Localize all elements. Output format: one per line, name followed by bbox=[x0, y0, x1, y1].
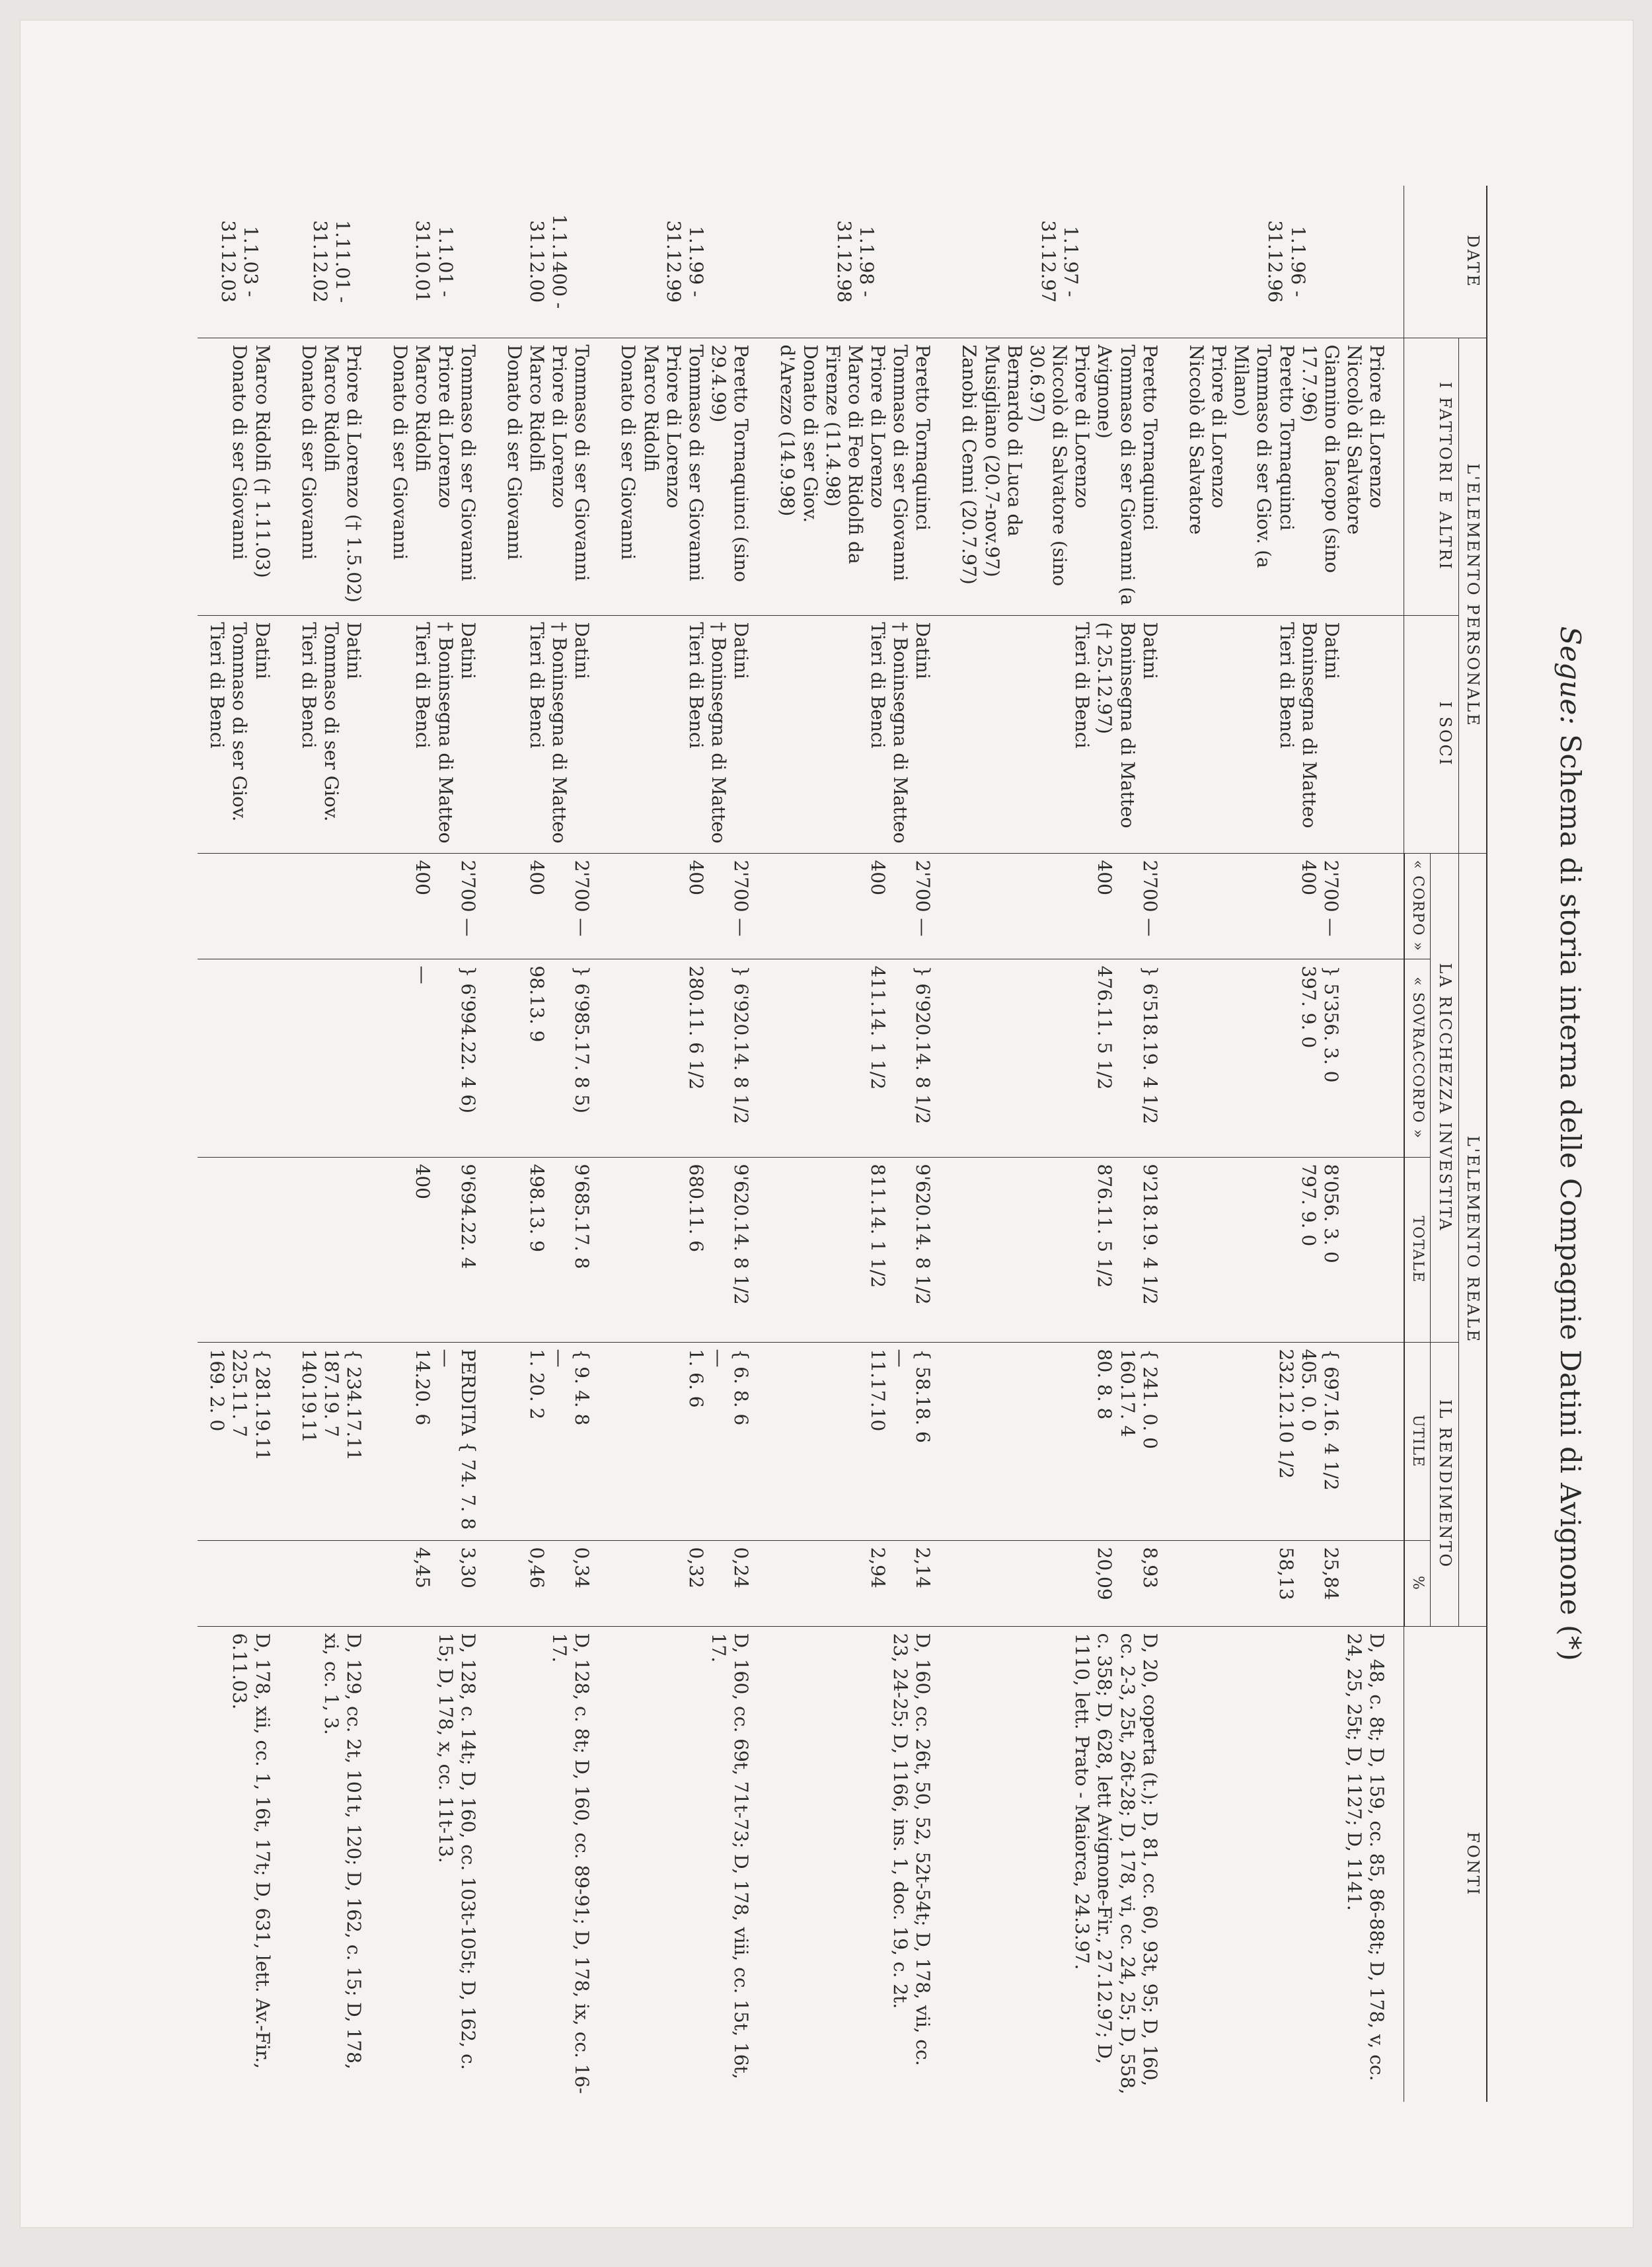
row-sovraccorpo: } 6'994.22. 4 6) — bbox=[381, 959, 495, 1157]
header-soci: I SOCI bbox=[1404, 615, 1459, 853]
row-soci: Datini † Boninsegna di Matteo Tieri di Benci bbox=[609, 615, 768, 853]
header-personale: L'ELEMENTO PERSONALE bbox=[1458, 338, 1487, 853]
row-fattori: Priore di Lorenzo Niccolò di Salvatore Giannino di Iacopo (sino 17.7.96) Peretto Tornaquinci Tommaso di ser Giov. (a Milano) Priore di Lorenzo Niccolò di Salvatore bbox=[1177, 338, 1404, 615]
document-content bbox=[166, 186, 1587, 2102]
row-soci: Datini † Boninsegna di Matteo Tieri di Benci bbox=[768, 615, 950, 853]
row-fonti: D, 129, cc. 2t, 101t, 120; D, 162, c. 15; D, 178, xi, cc. 1, 3. bbox=[320, 1633, 365, 2069]
header-percent: % bbox=[1404, 1540, 1431, 1626]
row-utile: { 697.16. 4 1/2 405. 0. 0 232.12.10 1/2 bbox=[1177, 1342, 1404, 1540]
row-percent: 0,24 0,32 bbox=[609, 1540, 768, 1626]
row-sovraccorpo bbox=[198, 959, 289, 1157]
row-sovraccorpo: } 6'985.17. 8 5) 98.13. 9 bbox=[495, 959, 609, 1157]
header-corpo: « CORPO » bbox=[1404, 853, 1431, 959]
row-corpo: 2'700 — 400 bbox=[1177, 853, 1404, 959]
row-fattori: Tommaso di ser Giovanni Priore di Lorenzo Marco Ridolfi Donato di ser Giovanni bbox=[381, 338, 495, 615]
header-fattori: I FATTORI E ALTRI bbox=[1404, 338, 1459, 615]
table-row bbox=[609, 186, 768, 2102]
row-fattori: Tommaso di ser Giovanni Priore di Lorenzo Marco Ridolfi Donato di ser Giovanni bbox=[495, 338, 609, 615]
row-date: 1.1.98 - 31.12.98 bbox=[768, 186, 950, 338]
row-percent: 3,30 4,45 bbox=[381, 1540, 495, 1626]
row-date: 1.1.1400 - 31.12.00 bbox=[495, 186, 609, 338]
title-text: Schema di storia interna delle Compagnie Datini di Avignone (*) bbox=[1554, 734, 1587, 1662]
row-corpo bbox=[198, 853, 289, 959]
header-rendimento: IL RENDIMENTO bbox=[1431, 1342, 1458, 1626]
header-utile: UTILE bbox=[1404, 1342, 1431, 1540]
row-totale: 9'685.17. 8 498.13. 9 bbox=[495, 1157, 609, 1342]
row-utile: { 58.18. 6 — 11.17.10 bbox=[768, 1342, 950, 1540]
row-fonti: D, 178, xii, cc. 1, 16t, 17t; D, 631, lett. Av.-Fir., 6.11.03. bbox=[229, 1633, 274, 2069]
row-corpo: 2'700 — 400 bbox=[950, 853, 1176, 959]
row-date: 1.1.01 - 31.10.01 bbox=[381, 186, 495, 338]
row-percent: 0,34 0,46 bbox=[495, 1540, 609, 1626]
row-soci: Datini † Boninsegna di Matteo Tieri di Benci bbox=[381, 615, 495, 853]
row-fonti: D, 20, coperta (t.); D, 81, cc. 60, 93t, 95; D, 160, cc. 2-3, 25t, 26t-28; D, 178, vi, cc. 24, 25; D, 558, c. 358; D, 628, lett Avignone-Fir., 27.12.97; D, 1110, lett. Prato - Maiorca, 24.3.97. bbox=[1071, 1633, 1161, 2095]
row-percent: 25,84 58,13 bbox=[1177, 1540, 1404, 1626]
table-row bbox=[289, 186, 381, 2102]
row-totale bbox=[198, 1157, 289, 1342]
table-row bbox=[950, 186, 1176, 2102]
row-utile: { 281.19.11 225.11. 7 169. 2. 0 bbox=[198, 1342, 289, 1540]
header-totale: TOTALE bbox=[1404, 1157, 1431, 1342]
row-totale: 8'056. 3. 0 797. 9. 0 bbox=[1177, 1157, 1404, 1342]
row-fattori: Peretto Tornaquinci Tommaso di ser Giovanni Priore di Lorenzo Marco di Feo Ridolfi da Firenze (11.4.98) Donato di ser Giov. d'Arezzo (14.9.98) bbox=[768, 338, 950, 615]
row-fonti: D, 48, c. 8t; D, 159, cc. 85, 86-88t; D, 178, v, cc. 24, 25, 25t; D, 1127; D, 1141. bbox=[1343, 1633, 1388, 2081]
row-utile: PERDITA { 74. 7. 8 — 14.20. 6 bbox=[381, 1342, 495, 1540]
row-soci: Datini Boninsegna di Matteo Tieri di Benci bbox=[1177, 615, 1404, 853]
row-corpo bbox=[289, 853, 381, 959]
row-sovraccorpo: } 6'518.19. 4 1/2 476.11. 5 1/2 bbox=[950, 959, 1176, 1157]
header-reale: L'ELEMENTO REALE bbox=[1458, 853, 1487, 1626]
row-soci: Datini Boninsegna di Matteo († 25.12.97) Tieri di Benci bbox=[950, 615, 1176, 853]
row-fattori: Marco Ridolfi († 1.11.03) Donato di ser Giovanni bbox=[198, 338, 289, 615]
row-percent: 2,14 2,94 bbox=[768, 1540, 950, 1626]
row-sovraccorpo: } 6'920.14. 8 1/2 280.11. 6 1/2 bbox=[609, 959, 768, 1157]
row-fonti: D, 160, cc. 26t, 50, 52, 52t-54t; D, 178, vii, cc. 23, 24-25; D, 1166, ins. 1, doc. 19, c. 2t. bbox=[889, 1633, 934, 2066]
row-utile: { 6. 8. 6 — 1. 6. 6 bbox=[609, 1342, 768, 1540]
row-percent bbox=[289, 1540, 381, 1626]
row-fonti: D, 160, cc. 69t, 71t-73; D, 178, viii, cc. 15t, 16t, 17. bbox=[708, 1633, 753, 2079]
row-fattori: Peretto Tornaquinci (sino 29.4.99) Tommaso di ser Giovanni Priore di Lorenzo Marco Ridolfi Donato di ser Giovanni bbox=[609, 338, 768, 615]
row-totale bbox=[289, 1157, 381, 1342]
page-sheet bbox=[20, 20, 1633, 2228]
table-row bbox=[495, 186, 609, 2102]
row-totale: 9'620.14. 8 1/2 680.11. 6 bbox=[609, 1157, 768, 1342]
row-date: 1.1.96 - 31.12.96 bbox=[1177, 186, 1404, 338]
page-title bbox=[1554, 186, 1587, 2102]
row-totale: 9'218.19. 4 1/2 876.11. 5 1/2 bbox=[950, 1157, 1176, 1342]
row-sovraccorpo: } 6'920.14. 8 1/2 411.14. 1 1/2 bbox=[768, 959, 950, 1157]
header-sovraccorpo: « SOVRACCORPO » bbox=[1404, 959, 1431, 1157]
row-date: 1.1.99 - 31.12.99 bbox=[609, 186, 768, 338]
header-fonti: FONTI bbox=[1404, 1626, 1487, 2102]
row-percent: 8,93 20,09 bbox=[950, 1540, 1176, 1626]
row-date: 1.1.03 - 31.12.03 bbox=[198, 186, 289, 338]
companies-table bbox=[198, 186, 1487, 2102]
row-soci: Datini † Boninsegna di Matteo Tieri di Benci bbox=[495, 615, 609, 853]
row-soci: Datini Tommaso di ser Giov. Tieri di Benci bbox=[289, 615, 381, 853]
row-soci: Datini Tommaso di ser Giov. Tieri di Benci bbox=[198, 615, 289, 853]
row-fonti: D, 128, c. 8t; D, 160, cc. 89-91; D, 178, ix, cc. 16-17. bbox=[548, 1633, 593, 2094]
row-sovraccorpo: } 5'356. 3. 0 397. 9. 0 bbox=[1177, 959, 1404, 1157]
row-corpo: 2'700 — 400 bbox=[609, 853, 768, 959]
header-ricchezza: LA RICCHEZZA INVESTITA bbox=[1431, 853, 1458, 1342]
table-row bbox=[768, 186, 950, 2102]
row-utile: { 234.17.11 187.19. 7 140.19.11 bbox=[289, 1342, 381, 1540]
row-sovraccorpo bbox=[289, 959, 381, 1157]
row-fonti: D, 128, c. 14t; D, 160, cc. 103t-105t; D, 162, c. 15; D, 178, x, cc. 11t-13. bbox=[434, 1633, 479, 2070]
row-totale: 9'694.22. 4 400 bbox=[381, 1157, 495, 1342]
row-date: 1.1.97 - 31.12.97 bbox=[950, 186, 1176, 338]
row-fattori: Peretto Tornaquinci Tommaso di ser Giovanni (a Avignone) Priore di Lorenzo Niccolò di Salvatore (sino 30.6.97) Bernardo di Luca da Musigliano (20.7-nov.97) Zanobi di Cenni (20.7.97) bbox=[950, 338, 1176, 615]
row-corpo: 2'700 — 400 bbox=[495, 853, 609, 959]
header-date: DATE bbox=[1404, 186, 1487, 338]
row-fattori: Priore di Lorenzo († 1.5.02) Marco Ridolfi Donato di ser Giovanni bbox=[289, 338, 381, 615]
title-prefix: Segue: bbox=[1554, 626, 1587, 725]
table-row bbox=[1177, 186, 1404, 2102]
row-corpo: 2'700 — 400 bbox=[768, 853, 950, 959]
row-percent bbox=[198, 1540, 289, 1626]
table-row bbox=[381, 186, 495, 2102]
rotated-page bbox=[20, 20, 1652, 2267]
row-corpo: 2'700 — 400 bbox=[381, 853, 495, 959]
row-date: 1.11.01 - 31.12.02 bbox=[289, 186, 381, 338]
row-totale: 9'620.14. 8 1/2 811.14. 1 1/2 bbox=[768, 1157, 950, 1342]
row-utile: { 241. 0. 0 160.17. 4 80. 8. 8 bbox=[950, 1342, 1176, 1540]
row-utile: { 9. 4. 8 — 1. 20. 2 bbox=[495, 1342, 609, 1540]
table-row bbox=[198, 186, 289, 2102]
